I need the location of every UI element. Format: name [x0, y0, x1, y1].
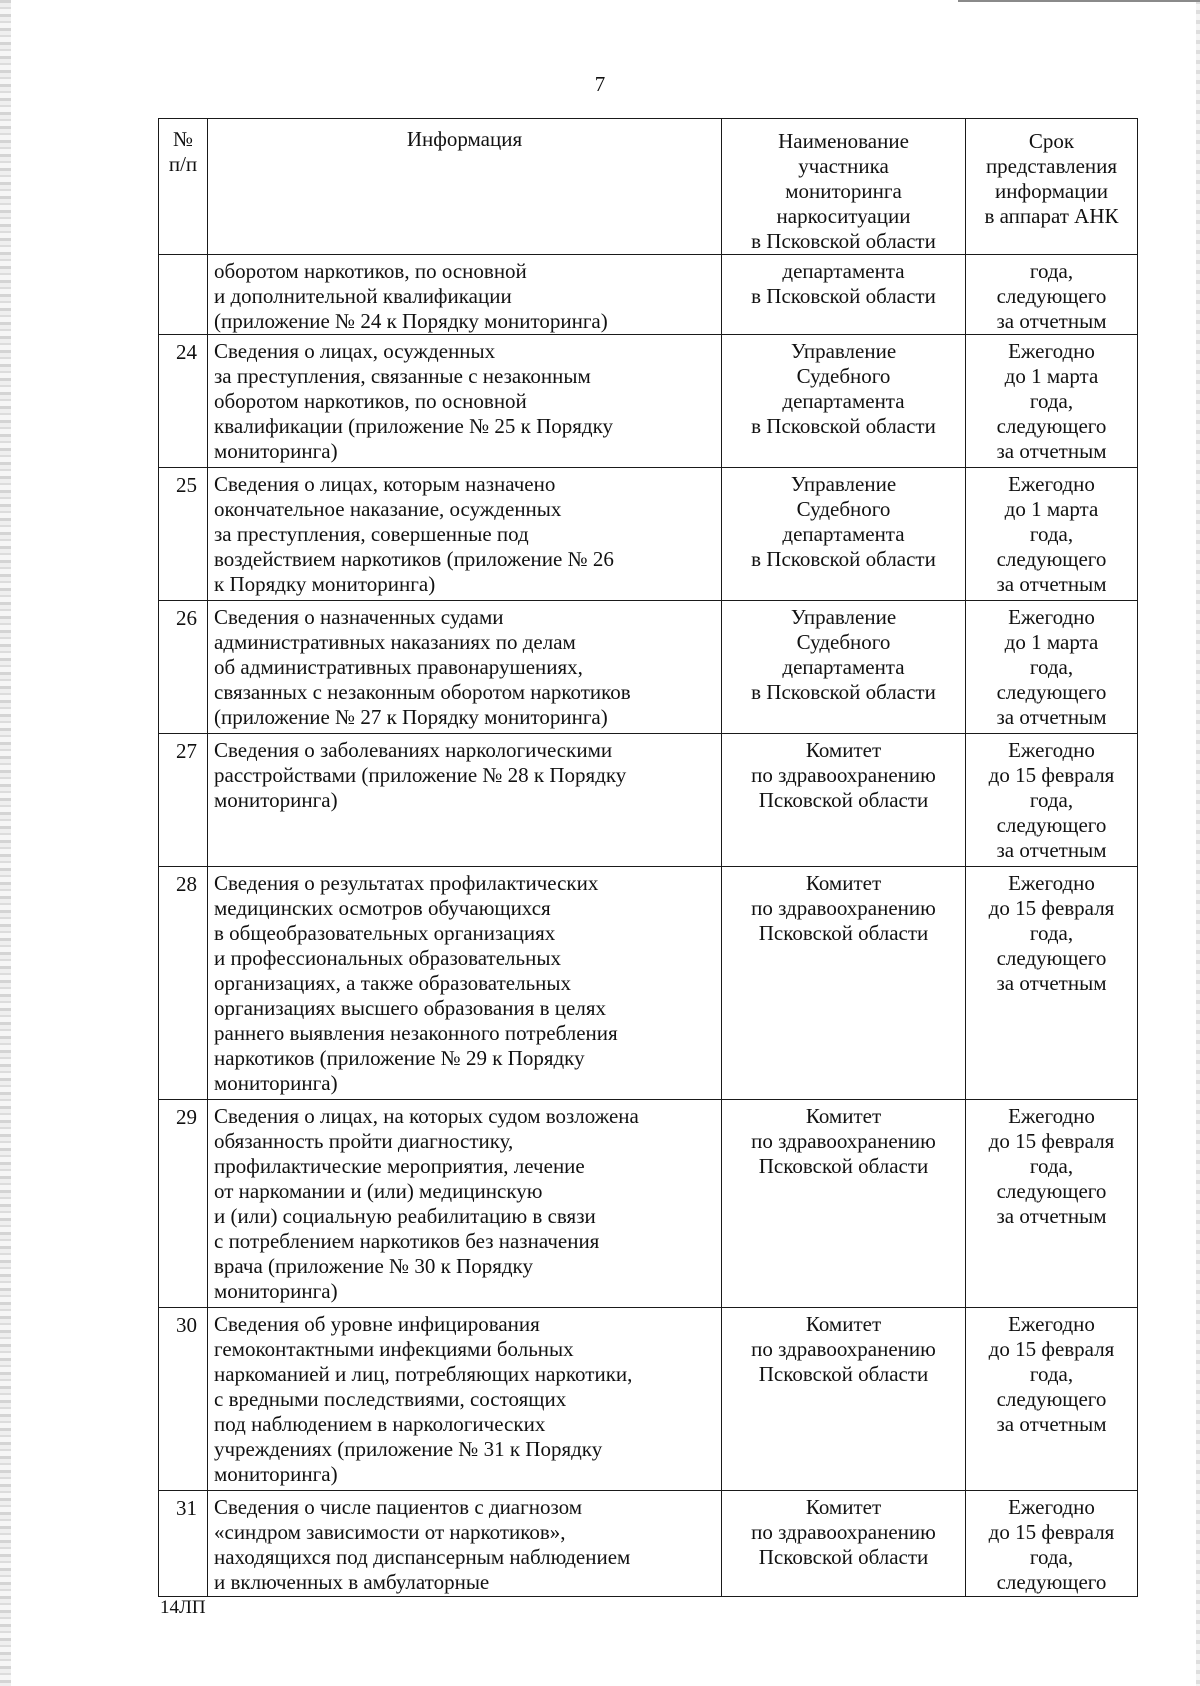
row-term: Ежегодно до 15 февраля года, следующего: [966, 1491, 1138, 1597]
row-info: Сведения о числе пациентов с диагнозом «синдром зависимости от наркотиков», находящихся под диспансерным наблюдением и включенных в амбулаторные: [208, 1491, 722, 1597]
table-row: [159, 1100, 1138, 1308]
scan-edge-right: [1196, 0, 1200, 1686]
row-term: Ежегодно до 15 февраля года, следующего за отчетным: [966, 867, 1138, 1100]
document-code: 14ЛП: [160, 1597, 206, 1618]
row-term: Ежегодно до 15 февраля года, следующего за отчетным: [966, 1100, 1138, 1308]
row-participant: Управление Судебного департамента в Псковской области: [722, 468, 966, 601]
row-participant: Комитет по здравоохранению Псковской области: [722, 1308, 966, 1491]
row-info: Сведения об уровне инфицирования гемоконтактными инфекциями больных наркоманией и лиц, потребляющих наркотики, с вредными последствиями, состоящих под наблюдением в наркологических учреждениях (приложение № 31 к Порядку мониторинга): [208, 1308, 722, 1491]
table-row: [159, 468, 1138, 601]
row-num: 29: [159, 1100, 208, 1308]
monitoring-table: [158, 118, 1138, 1597]
row-info: Сведения о лицах, которым назначено окончательное наказание, осужденных за преступления, совершенные под воздействием наркотиков (приложение № 26 к Порядку мониторинга): [208, 468, 722, 601]
row-term: Ежегодно до 1 марта года, следующего за отчетным: [966, 601, 1138, 734]
row-num: 30: [159, 1308, 208, 1491]
row-info: Сведения о лицах, осужденных за преступления, связанные с незаконным оборотом наркотиков, по основной квалификации (приложение № 25 к Порядку мониторинга): [208, 335, 722, 468]
row-participant: Управление Судебного департамента в Псковской области: [722, 601, 966, 734]
table-row: [159, 867, 1138, 1100]
row-participant: Комитет по здравоохранению Псковской области: [722, 734, 966, 867]
row-num: 28: [159, 867, 208, 1100]
row-participant: Комитет по здравоохранению Псковской области: [722, 1491, 966, 1597]
row-num: 25: [159, 468, 208, 601]
row-num: 31: [159, 1491, 208, 1597]
corner-rule: [958, 0, 1200, 2]
row-term: Ежегодно до 1 марта года, следующего за отчетным: [966, 335, 1138, 468]
row-info: Сведения о назначенных судами административных наказаниях по делам об административных правонарушениях, связанных с незаконным оборотом наркотиков (приложение № 27 к Порядку мониторинга): [208, 601, 722, 734]
row-term: Ежегодно до 15 февраля года, следующего за отчетным: [966, 734, 1138, 867]
table-row: [159, 734, 1138, 867]
table-row: [159, 1491, 1138, 1597]
scan-edge-left: [0, 0, 11, 1686]
row-num: [159, 255, 208, 335]
row-participant: Комитет по здравоохранению Псковской области: [722, 1100, 966, 1308]
row-info: Сведения о результатах профилактических медицинских осмотров обучающихся в общеобразовательных организациях и профессиональных образовательных организациях, а также образовательных организациях высшего образования в целях раннего выявления незаконного потребления наркотиков (приложение № 29 к Порядку мониторинга): [208, 867, 722, 1100]
row-info: Сведения о заболеваниях наркологическими расстройствами (приложение № 28 к Порядку мониторинга): [208, 734, 722, 867]
table-row: [159, 601, 1138, 734]
row-term: Ежегодно до 15 февраля года, следующего за отчетным: [966, 1308, 1138, 1491]
row-info: оборотом наркотиков, по основной и дополнительной квалификации (приложение № 24 к Порядку мониторинга): [208, 255, 722, 335]
row-term: года, следующего за отчетным: [966, 255, 1138, 335]
header-term: Срок представления информации в аппарат АНК: [966, 119, 1138, 255]
table-row: [159, 1308, 1138, 1491]
header-num: № п/п: [159, 119, 208, 255]
row-term: Ежегодно до 1 марта года, следующего за отчетным: [966, 468, 1138, 601]
row-info: Сведения о лицах, на которых судом возложена обязанность пройти диагностику, профилактические мероприятия, лечение от наркомании и (или) медицинскую и (или) социальную реабилитацию в связи с потреблением наркотиков без назначения врача (приложение № 30 к Порядку мониторинга): [208, 1100, 722, 1308]
row-participant: Управление Судебного департамента в Псковской области: [722, 335, 966, 468]
row-participant: департамента в Псковской области: [722, 255, 966, 335]
row-num: 27: [159, 734, 208, 867]
row-participant: Комитет по здравоохранению Псковской области: [722, 867, 966, 1100]
table-row: [159, 255, 1138, 335]
table-header-row: [159, 119, 1138, 255]
row-num: 26: [159, 601, 208, 734]
header-participant: Наименование участника мониторинга наркоситуации в Псковской области: [722, 119, 966, 255]
table-row: [159, 335, 1138, 468]
page-number: 7: [594, 72, 606, 96]
row-num: 24: [159, 335, 208, 468]
header-info: Информация: [208, 119, 722, 255]
